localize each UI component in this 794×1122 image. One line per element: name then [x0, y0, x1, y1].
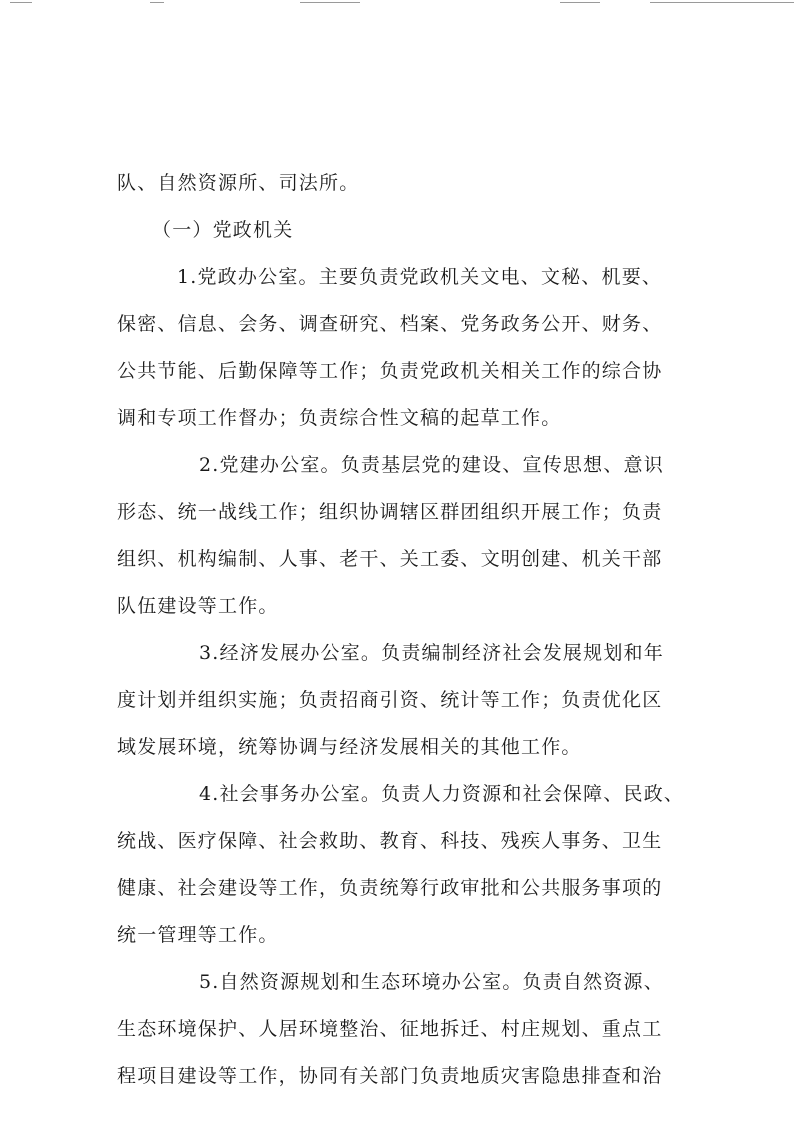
text-line: 队、自然资源所、司法所。 — [117, 172, 360, 194]
scan-dash — [300, 2, 360, 3]
paragraph-2-line: 队伍建设等工作。 — [117, 595, 279, 617]
paragraph-1-line: 保密、信息、会务、调查研究、档案、党务政务公开、财务、 — [117, 313, 663, 335]
paragraph-1-line: 调和专项工作督办；负责综合性文稿的起草工作。 — [117, 407, 562, 429]
scan-dash — [10, 2, 32, 3]
paragraph-2-line: 形态、统一战线工作；组织协调辖区群团组织开展工作；负责 — [117, 501, 663, 523]
scan-edge-artifacts — [0, 0, 794, 6]
paragraph-5-line: 生态环境保护、人居环境整治、征地拆迁、村庄规划、重点工 — [117, 1018, 663, 1040]
paragraph-5-line: 程项目建设等工作，协同有关部门负责地质灾害隐患排查和治 — [117, 1065, 663, 1087]
document-body — [117, 160, 685, 1100]
scan-dash — [560, 2, 600, 3]
paragraph-3-line: 3.经济发展办公室。负责编制经济社会发展规划和年 — [199, 642, 664, 664]
scan-dash — [150, 2, 164, 3]
paragraph-4-line: 健康、社会建设等工作，负责统筹行政审批和公共服务事项的 — [117, 877, 663, 899]
paragraph-1-line: 公共节能、后勤保障等工作；负责党政机关相关工作的综合协 — [117, 360, 663, 382]
paragraph-4-line: 4.社会事务办公室。负责人力资源和社会保障、民政、 — [199, 783, 685, 805]
paragraph-3-line: 域发展环境，统筹协调与经济发展相关的其他工作。 — [117, 736, 582, 758]
paragraph-3-line: 度计划并组织实施；负责招商引资、统计等工作；负责优化区 — [117, 689, 663, 711]
paragraph-1-line: 1.党政办公室。主要负责党政机关文电、文秘、机要、 — [177, 266, 663, 288]
paragraph-4-line: 统战、医疗保障、社会救助、教育、科技、残疾人事务、卫生 — [117, 830, 663, 852]
paragraph-4-line: 统一管理等工作。 — [117, 924, 279, 946]
paragraph-5-line: 5.自然资源规划和生态环境办公室。负责自然资源、 — [199, 971, 664, 993]
paragraph-2-line: 2.党建办公室。负责基层党的建设、宣传思想、意识 — [199, 454, 664, 476]
section-heading: （一）党政机关 — [152, 219, 294, 241]
paragraph-2-line: 组织、机构编制、人事、老干、关工委、文明创建、机关干部 — [117, 548, 663, 570]
scan-dash — [650, 2, 794, 3]
